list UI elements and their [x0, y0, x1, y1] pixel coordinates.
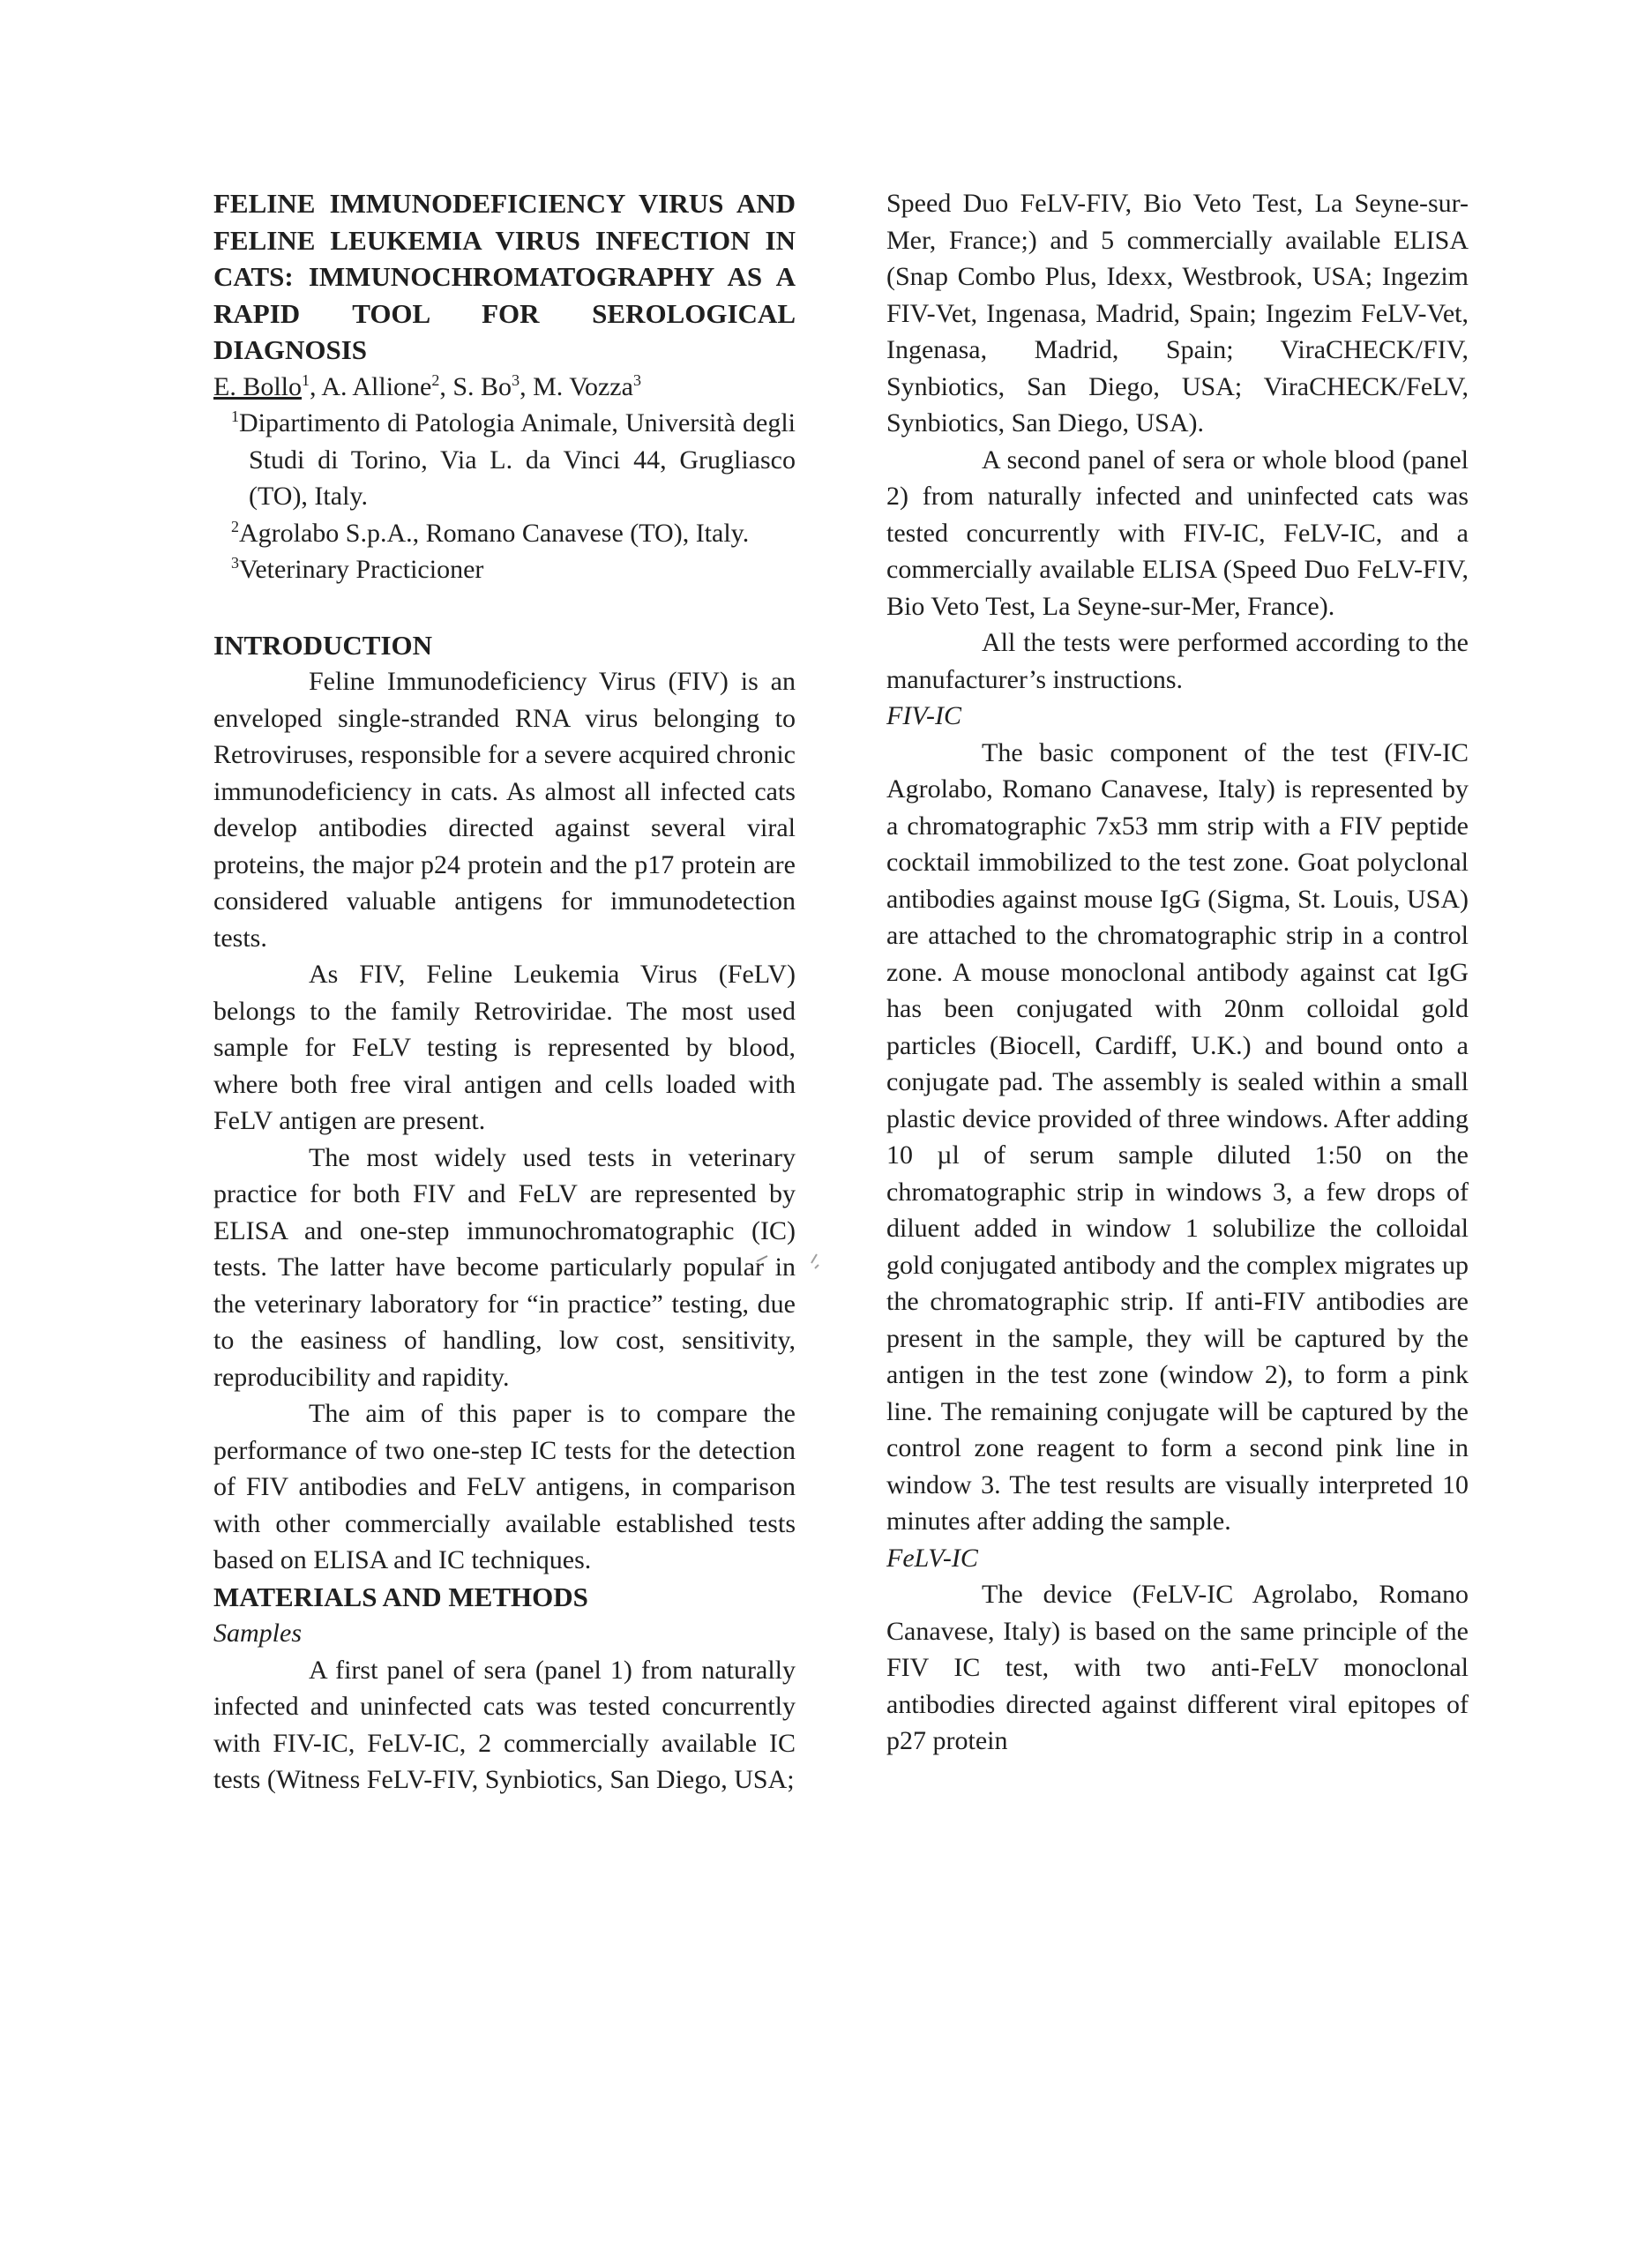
samples-paragraph-3: All the tests were performed according to the manufacturer’s instructions. [886, 628, 1469, 694]
author-3: , S. Bo [439, 371, 512, 401]
left-column [213, 185, 796, 1798]
author-4: , M. Vozza [520, 371, 633, 401]
affiliation-2: $^2$Agrolabo S.p.A., Romano Canavese (TO), Italy. [231, 517, 750, 548]
methods-heading: MATERIALS AND METHODS [213, 1581, 588, 1612]
spacer [213, 588, 796, 627]
samples-paragraph-1: A first panel of sera (panel 1) from naturally infected and uninfected cats was tested concurrently with FIV-IC, FeLV-IC, 2 commercially available IC tests (Witness FeLV-FIV, Synbiotics, San Diego, USA; [213, 1655, 796, 1794]
scan-artifact [750, 1244, 838, 1279]
paper-title: FELINE IMMUNODEFICIENCY VIRUS AND FELINE LEUKEMIA VIRUS INFECTION IN CATS: IMMUNOCHROMATOGRAPHY AS A RAPID TOOL FOR SEROLOGICAL DIAGNOSIS [213, 188, 796, 365]
samples-paragraph-1-continued: Speed Duo FeLV-FIV, Bio Veto Test, La Seyne-sur-Mer, France;) and 5 commercially available ELISA (Snap Combo Plus, Idexx, Westbrook, USA; Ingezim FIV-Vet, Ingenasa, Madrid, Spain; Ingezim FeLV-Vet, Ingenasa, Madrid, Spain; ViraCHECK/FIV, Synbiotics, San Diego, USA; ViraCHECK/FeLV, Synbiotics, San Diego, USA). [886, 189, 1469, 437]
author-list: E. Bollo$^1$, A. Allione$^2$, S. Bo$^3$, M. Vozza$^3$ [213, 370, 641, 401]
samples-subheading: Samples [213, 1619, 302, 1648]
felvic-subheading: FeLV-IC [886, 1543, 978, 1573]
samples-paragraph-2: A second panel of sera or whole blood (panel 2) from naturally infected and uninfected cats was tested concurrently with FIV-IC, FeLV-IC, and a commercially available ELISA (Speed Duo FeLV-FIV, Bio Veto Test, La Seyne-sur-Mer, France). [886, 445, 1469, 621]
affiliation-1: $^1$Dipartimento di Patologia Animale, Università degli Studi di Torino, Via L. da Vinci 44, Grugliasco (TO), Italy. [231, 407, 796, 511]
intro-paragraph-1: Feline Immunodeficiency Virus (FIV) is an enveloped single-stranded RNA virus belonging to Retroviruses, responsible for a severe acquired chronic immunodeficiency in cats. As almost all infected cats develop antibodies directed against several viral proteins, the major p24 protein and the p17 protein are considered valuable antigens for immunodetection tests. [213, 667, 796, 953]
affiliation-3: $^3$Veterinary Practicioner [231, 554, 484, 584]
introduction-heading: INTRODUCTION [213, 629, 433, 661]
author-1: E. Bollo [213, 371, 303, 401]
intro-paragraph-3: The most widely used tests in veterinary practice for both FIV and FeLV are represented by ELISA and one-step immunochromatographic (IC) tests. The latter have become particularly popular in the veterinary laboratory for “in practice” testing, due to the easiness of handling, low cost, sensitivity, reproducibility and rapidity. [213, 1142, 796, 1392]
intro-paragraph-4: The aim of this paper is to compare the performance of two one-step IC tests for the detection of FIV antibodies and FeLV antigens, in comparison with other commercially available established tests based on ELISA and IC techniques. [213, 1399, 796, 1574]
fivic-paragraph-1: The basic component of the test (FIV-IC Agrolabo, Romano Canavese, Italy) is represented by a chromatographic 7x53 mm strip with a FIV peptide cocktail immobilized to the test zone. Goat polyclonal antibodies against mouse IgG (Sigma, St. Louis, USA) are attached to the chromatographic strip in a control zone. A mouse monoclonal antibody against cat IgG has been conjugated with 20nm colloidal gold particles (Biocell, Cardiff, U.K.) and bound onto a conjugate pad. The assembly is sealed within a small plastic device provided of three windows. After adding 10 µl of serum sample diluted 1:50 on the chromatographic strip in windows 3, a few drops of diluent added in window 1 solubilize the colloidal gold conjugated antibody and the complex migrates up the chromatographic strip. If anti-FIV antibodies are present in the sample, they will be captured by the antigen in the test zone (window 2), to form a pink line. The remaining conjugate will be captured by the control zone reagent to form a second pink line in window 3. The test results are visually interpreted 10 minutes after adding the sample. [886, 737, 1469, 1536]
right-column [886, 185, 1469, 1760]
intro-paragraph-2: As FIV, Feline Leukemia Virus (FeLV) belongs to the family Retroviridae. The most used sample for FeLV testing is represented by blood, where both free viral antigen and cells loaded with FeLV antigen are present. [213, 960, 796, 1135]
felvic-paragraph-1: The device (FeLV-IC Agrolabo, Romano Canavese, Italy) is based on the same principle of the FIV IC test, with two anti-FeLV monoclonal antibodies directed against different viral epitopes of p27 protein [886, 1580, 1469, 1755]
author-2: , A. Allione [310, 371, 432, 401]
fivic-subheading: FIV-IC [886, 701, 961, 730]
